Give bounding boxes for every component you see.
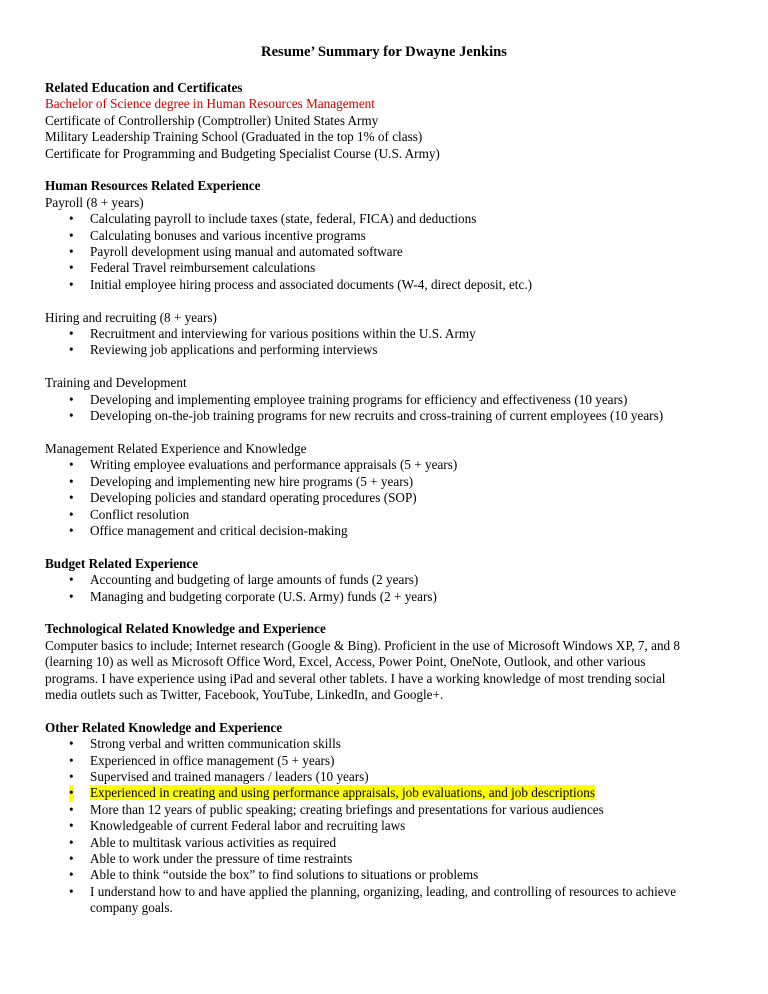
- bullet-icon: •: [69, 473, 74, 489]
- payroll-label: Payroll (8 + years): [45, 194, 144, 210]
- list-item-text: Experienced in office management (5 + years): [90, 752, 335, 768]
- list-item-text: company goals.: [90, 900, 173, 916]
- bullet-icon: •: [69, 260, 74, 276]
- list-item-text: Recruitment and interviewing for various positions within the U.S. Army: [90, 326, 476, 342]
- list-item-text: Initial employee hiring process and associated documents (W-4, direct deposit, etc.): [90, 276, 533, 292]
- bullet-icon: •: [69, 850, 74, 866]
- list-item-text: Reviewing job applications and performing interviews: [90, 342, 378, 358]
- list-item-text: Calculating payroll to include taxes (state, federal, FICA) and deductions: [90, 211, 477, 227]
- list-item-text: Able to multitask various activities as required: [90, 834, 337, 850]
- list-item: [45, 228, 735, 244]
- education-section: [45, 80, 735, 162]
- list-item-text: I understand how to and have applied the planning, organizing, leading, and controlling of resources to achieve: [90, 883, 677, 899]
- list-item-text: Calculating bonuses and various incentive programs: [90, 227, 366, 243]
- list-item-text: Managing and budgeting corporate (U.S. Army) funds (2 + years): [90, 588, 437, 604]
- hiring-label: Hiring and recruiting (8 + years): [45, 309, 217, 325]
- list-item: [45, 769, 735, 785]
- list-item: [45, 474, 735, 490]
- other-list: [45, 736, 735, 916]
- list-item: [45, 818, 735, 834]
- list-item-text: Federal Travel reimbursement calculations: [90, 260, 316, 276]
- other-section: [45, 720, 735, 917]
- list-item: [45, 884, 735, 917]
- certificate-line: Military Leadership Training School (Graduated in the top 1% of class): [45, 129, 423, 145]
- list-item-text: Developing policies and standard operating procedures (SOP): [90, 490, 417, 506]
- list-item: [45, 260, 735, 276]
- resume-content: [45, 80, 735, 933]
- list-item: [45, 507, 735, 523]
- list-item: [45, 753, 735, 769]
- tech-paragraph-line: (learning 10) as well as Microsoft Office Word, Excel, Access, Power Point, OneNote, Outlook, and other various: [45, 654, 646, 670]
- bullet-icon: •: [69, 867, 74, 883]
- payroll-list: [45, 211, 735, 293]
- list-item-text: Strong verbal and written communication skills: [90, 736, 341, 752]
- bullet-icon: •: [69, 457, 74, 473]
- hr-section: [45, 178, 735, 293]
- list-item: [45, 244, 735, 260]
- list-item-text: Experienced in creating and using performance appraisals, job evaluations, and job descriptions: [90, 785, 595, 801]
- list-item-text: Office management and critical decision-making: [90, 522, 348, 538]
- bullet-icon: •: [69, 342, 74, 358]
- tech-heading: Technological Related Knowledge and Experience: [45, 621, 326, 637]
- management-section: [45, 441, 735, 539]
- bullet-icon: •: [69, 801, 74, 817]
- budget-heading: Budget Related Experience: [45, 555, 199, 571]
- list-item: [45, 589, 735, 605]
- budget-list: [45, 572, 735, 605]
- other-heading: Other Related Knowledge and Experience: [45, 719, 283, 735]
- bullet-icon: •: [69, 522, 74, 538]
- list-item: [45, 490, 735, 506]
- bullet-icon: •: [69, 227, 74, 243]
- list-item-text: Writing employee evaluations and performance appraisals (5 + years): [90, 457, 458, 473]
- tech-section: [45, 621, 735, 703]
- list-item: [45, 523, 735, 539]
- list-item-text: Supervised and trained managers / leaders (10 years): [90, 768, 369, 784]
- bullet-icon: •: [69, 736, 74, 752]
- list-item: [45, 211, 735, 227]
- management-label: Management Related Experience and Knowledge: [45, 440, 307, 456]
- list-item: [45, 457, 735, 473]
- list-item: [45, 851, 735, 867]
- list-item: [45, 802, 735, 818]
- list-item-text: More than 12 years of public speaking; creating briefings and presentations for various audiences: [90, 801, 604, 817]
- hiring-section: [45, 310, 735, 359]
- bullet-icon: •: [69, 785, 74, 801]
- education-heading: Related Education and Certificates: [45, 80, 243, 95]
- bullet-icon: •: [69, 391, 74, 407]
- hiring-list: [45, 326, 735, 359]
- bullet-icon: •: [69, 752, 74, 768]
- list-item: [45, 326, 735, 342]
- certificate-line: Certificate for Programming and Budgeting Specialist Course (U.S. Army): [45, 145, 440, 161]
- bullet-icon: •: [69, 818, 74, 834]
- tech-paragraph-line: media outlets such as Twitter, Facebook, YouTube, LinkedIn, and Google+.: [45, 686, 444, 702]
- list-item: [45, 867, 735, 883]
- management-list: [45, 457, 735, 539]
- training-section: [45, 375, 735, 424]
- list-item: [45, 408, 735, 424]
- bullet-icon: •: [69, 244, 74, 260]
- list-item: [45, 392, 735, 408]
- bullet-icon: •: [69, 490, 74, 506]
- list-item-text: Conflict resolution: [90, 506, 190, 522]
- bullet-icon: •: [69, 326, 74, 342]
- bullet-icon: •: [69, 834, 74, 850]
- list-item-text: Payroll development using manual and automated software: [90, 244, 403, 260]
- list-item-text: Accounting and budgeting of large amounts of funds (2 years): [90, 572, 419, 588]
- training-label: Training and Development: [45, 375, 187, 391]
- list-item-text: Developing and implementing new hire programs (5 + years): [90, 473, 414, 489]
- list-item: [45, 342, 735, 358]
- highlighted-list-item: [45, 785, 735, 801]
- bullet-icon: •: [69, 408, 74, 424]
- bullet-icon: •: [69, 506, 74, 522]
- list-item-text: Knowledgeable of current Federal labor and recruiting laws: [90, 818, 406, 834]
- bullet-icon: •: [69, 883, 74, 899]
- bullet-icon: •: [69, 572, 74, 588]
- list-item-text: Able to think “outside the box” to find solutions to situations or problems: [90, 867, 479, 883]
- certificate-line: Certificate of Controllership (Comptroller) United States Army: [45, 112, 379, 128]
- tech-paragraph-line: Computer basics to include; Internet research (Google & Bing). Proficient in the use of Microsoft Windows XP, 7, and 8: [45, 637, 681, 653]
- degree-line: Bachelor of Science degree in Human Resources Management: [45, 96, 375, 112]
- list-item-text: Developing on-the-job training programs for new recruits and cross-training of current employees (10 years): [90, 408, 664, 424]
- bullet-icon: •: [69, 588, 74, 604]
- list-item-text: Able to work under the pressure of time restraints: [90, 850, 353, 866]
- bullet-icon: •: [69, 276, 74, 292]
- budget-section: [45, 556, 735, 605]
- training-list: [45, 392, 735, 425]
- list-item: [45, 572, 735, 588]
- page-title: Resume’ Summary for Dwayne Jenkins: [261, 44, 507, 60]
- bullet-icon: •: [69, 211, 74, 227]
- bullet-icon: •: [69, 768, 74, 784]
- tech-paragraph-line: programs. I have experience using iPad and several other tablets. I have a working knowledge of most trending social: [45, 670, 666, 686]
- list-item: [45, 277, 735, 293]
- list-item: [45, 736, 735, 752]
- hr-heading: Human Resources Related Experience: [45, 178, 261, 194]
- list-item-text: Developing and implementing employee training programs for efficiency and effectiveness (10 years): [90, 391, 628, 407]
- list-item: [45, 835, 735, 851]
